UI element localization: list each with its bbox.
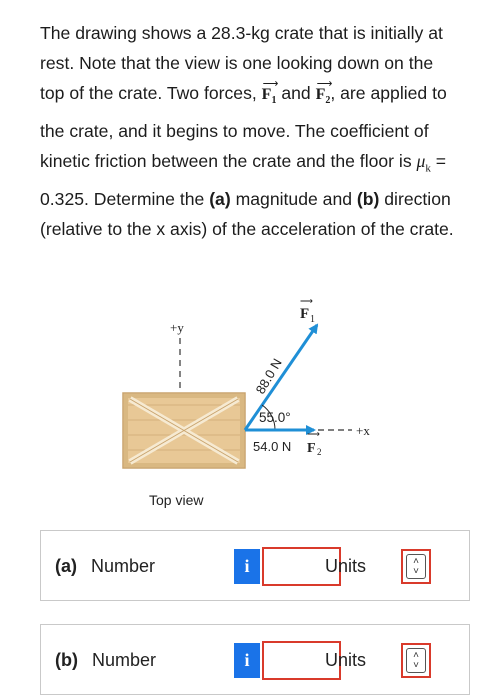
crate-diagram [0, 295, 488, 515]
problem-text-5: magnitude and [230, 188, 357, 209]
svg-text:⟶: ⟶ [300, 296, 313, 306]
f1-label [300, 296, 315, 325]
units-select-b[interactable] [401, 643, 431, 678]
angle-label: 55.0° [259, 410, 291, 425]
f2-symbol: ⟶ $F_2$ [316, 80, 331, 116]
mu-k-symbol: $\mu_k$ [416, 151, 431, 175]
problem-text-3: , are applied to the crate, and it begins to move. The coefficient of kinetic friction between the crate and the floor is [40, 83, 447, 172]
problem-text-2: and [276, 83, 316, 103]
f1-magnitude-label: 88.0 N [252, 355, 285, 397]
chevron-updown-icon: ˄ ˅ [406, 554, 426, 579]
svg-text:1: 1 [310, 314, 315, 325]
info-icon[interactable]: i [234, 643, 260, 678]
units-label-a: Units [325, 556, 367, 576]
svg-text:F: F [307, 441, 316, 456]
svg-text:F: F [300, 306, 310, 322]
units-select-a[interactable] [401, 549, 431, 584]
f2-label [307, 429, 322, 457]
number-label-a: Number [91, 556, 156, 576]
svg-text:⟶: ⟶ [307, 429, 320, 439]
answer-part-a: (a) [55, 556, 77, 576]
info-icon[interactable]: i [234, 549, 260, 584]
answer-row-b [40, 624, 470, 695]
problem-text-4: = 0.325. Determine the [40, 151, 447, 209]
vector-arrow-icon: ⟶ [316, 78, 333, 90]
units-label-b: Units [325, 650, 367, 670]
answer-row-a [40, 530, 470, 601]
problem-statement [40, 18, 460, 244]
f1-symbol: ⟶ $F_1$ [262, 80, 277, 116]
f2-magnitude-label: 54.0 N [253, 439, 292, 454]
vector-arrow-icon: ⟶ [262, 78, 279, 90]
svg-text:2: 2 [317, 447, 322, 457]
number-label-b: Number [91, 650, 157, 670]
answer-part-b: (b) [55, 650, 78, 670]
x-axis-label: +x [356, 423, 370, 438]
answer-label-b [55, 625, 156, 696]
problem-text-6: direction (relative to the x axis) of the acceleration of the crate. [40, 188, 454, 239]
crate-figure [0, 295, 488, 515]
crate [123, 393, 245, 468]
part-b-tag: (b) [356, 188, 380, 209]
answer-label-a [55, 531, 155, 602]
figure-caption: Top view [149, 492, 204, 508]
problem-text-1: The drawing shows a 28.3-kg crate that is initially at rest. Note that the view is one looking down on the top of the crate. Two forces, [40, 23, 443, 103]
part-a-tag: (a) [209, 188, 231, 209]
chevron-updown-icon: ˄ ˅ [406, 648, 426, 673]
y-axis-label: +y [170, 320, 184, 335]
